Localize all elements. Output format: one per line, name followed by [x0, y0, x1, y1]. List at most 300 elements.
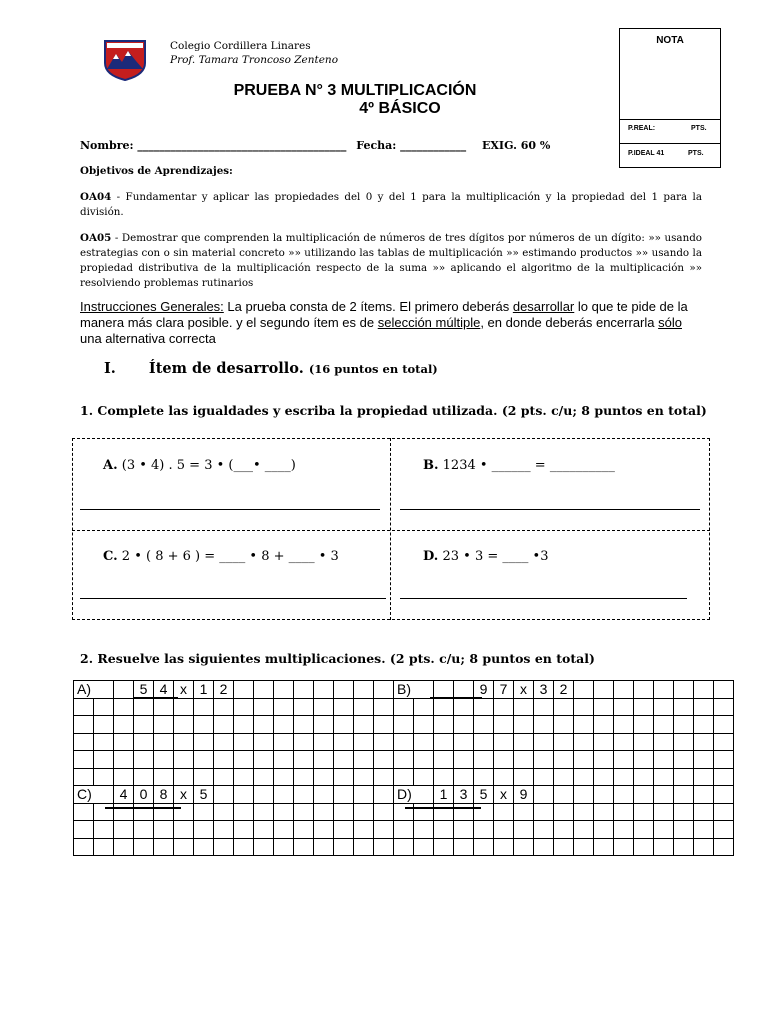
grid-cell[interactable]	[274, 786, 294, 804]
grid-cell[interactable]	[414, 716, 434, 734]
grid-cell[interactable]	[114, 698, 134, 716]
grid-cell[interactable]	[134, 768, 154, 786]
item-d-answer-line[interactable]	[400, 598, 687, 599]
grid-cell[interactable]	[314, 768, 334, 786]
grid-cell[interactable]	[174, 821, 194, 839]
grid-cell[interactable]	[74, 733, 94, 751]
grid-cell[interactable]	[514, 698, 534, 716]
grid-cell[interactable]	[534, 803, 554, 821]
grid-cell[interactable]	[514, 821, 534, 839]
grid-cell[interactable]	[574, 768, 594, 786]
grid-cell[interactable]	[134, 716, 154, 734]
grid-cell[interactable]	[274, 838, 294, 856]
grid-cell[interactable]	[94, 821, 114, 839]
grid-cell[interactable]	[334, 733, 354, 751]
grid-cell[interactable]	[374, 733, 394, 751]
grid-cell[interactable]	[554, 803, 574, 821]
grid-cell[interactable]	[174, 803, 194, 821]
grid-cell[interactable]	[154, 821, 174, 839]
grid-cell[interactable]	[454, 681, 474, 699]
grid-cell[interactable]	[534, 786, 554, 804]
grid-cell[interactable]	[374, 768, 394, 786]
grid-cell[interactable]	[694, 768, 714, 786]
item-a-answer-line[interactable]	[80, 509, 380, 510]
grid-cell[interactable]	[234, 821, 254, 839]
grid-cell[interactable]	[234, 751, 254, 769]
grid-cell[interactable]	[554, 716, 574, 734]
grid-cell[interactable]	[414, 751, 434, 769]
grid-cell[interactable]	[594, 751, 614, 769]
item-c-answer-line[interactable]	[80, 598, 386, 599]
grid-cell[interactable]	[154, 803, 174, 821]
grid-cell[interactable]	[694, 751, 714, 769]
grid-cell[interactable]	[334, 716, 354, 734]
grid-cell[interactable]	[294, 681, 314, 699]
grid-cell[interactable]	[474, 768, 494, 786]
grid-cell[interactable]	[354, 768, 374, 786]
grid-cell[interactable]	[594, 681, 614, 699]
grid-cell[interactable]	[194, 733, 214, 751]
grid-cell[interactable]	[654, 698, 674, 716]
grid-cell[interactable]	[334, 751, 354, 769]
grid-cell[interactable]	[534, 838, 554, 856]
grid-cell[interactable]	[274, 768, 294, 786]
grid-cell[interactable]	[494, 768, 514, 786]
grid-cell[interactable]	[414, 803, 434, 821]
grid-cell[interactable]	[374, 821, 394, 839]
grid-cell[interactable]	[314, 681, 334, 699]
grid-cell[interactable]	[674, 698, 694, 716]
grid-cell[interactable]	[254, 733, 274, 751]
grid-cell[interactable]	[694, 838, 714, 856]
grid-cell[interactable]	[374, 751, 394, 769]
grid-cell[interactable]	[654, 768, 674, 786]
grid-cell[interactable]	[514, 838, 534, 856]
grid-cell[interactable]	[334, 681, 354, 699]
grid-cell[interactable]	[594, 786, 614, 804]
grid-cell[interactable]	[274, 681, 294, 699]
grid-cell[interactable]	[374, 698, 394, 716]
grid-cell[interactable]	[234, 768, 254, 786]
grid-cell[interactable]	[554, 838, 574, 856]
grid-cell[interactable]	[334, 786, 354, 804]
grid-cell[interactable]	[614, 751, 634, 769]
grid-cell[interactable]	[274, 733, 294, 751]
grid-cell[interactable]	[154, 698, 174, 716]
grid-cell[interactable]	[294, 838, 314, 856]
grid-cell[interactable]	[114, 733, 134, 751]
grid-cell[interactable]	[594, 838, 614, 856]
grid-cell[interactable]	[314, 716, 334, 734]
grid-cell[interactable]	[574, 821, 594, 839]
grid-cell[interactable]	[614, 786, 634, 804]
grid-cell[interactable]	[714, 698, 734, 716]
grid-cell[interactable]	[334, 768, 354, 786]
grid-cell[interactable]	[634, 751, 654, 769]
grid-cell[interactable]	[74, 716, 94, 734]
grid-cell[interactable]	[494, 716, 514, 734]
grid-cell[interactable]	[554, 786, 574, 804]
grid-cell[interactable]	[594, 716, 614, 734]
grid-cell[interactable]	[194, 803, 214, 821]
grid-cell[interactable]	[194, 838, 214, 856]
grid-cell[interactable]	[174, 716, 194, 734]
grid-cell[interactable]	[114, 716, 134, 734]
grid-cell[interactable]	[434, 733, 454, 751]
grid-cell[interactable]	[334, 821, 354, 839]
grid-cell[interactable]	[434, 751, 454, 769]
grid-cell[interactable]	[254, 803, 274, 821]
grid-cell[interactable]	[154, 768, 174, 786]
grid-cell[interactable]	[454, 838, 474, 856]
grid-cell[interactable]	[494, 751, 514, 769]
grid-cell[interactable]	[554, 698, 574, 716]
grid-cell[interactable]	[354, 803, 374, 821]
grid-cell[interactable]	[274, 698, 294, 716]
grid-cell[interactable]	[634, 698, 654, 716]
grid-cell[interactable]	[454, 803, 474, 821]
grid-cell[interactable]	[594, 698, 614, 716]
grid-cell[interactable]	[154, 751, 174, 769]
grid-cell[interactable]	[294, 716, 314, 734]
grid-cell[interactable]	[714, 733, 734, 751]
grid-cell[interactable]	[234, 838, 254, 856]
grid-cell[interactable]	[174, 838, 194, 856]
grid-cell[interactable]	[394, 838, 414, 856]
grid-cell[interactable]	[554, 751, 574, 769]
grid-cell[interactable]	[534, 698, 554, 716]
grid-cell[interactable]	[574, 751, 594, 769]
grid-cell[interactable]	[454, 751, 474, 769]
item-b-answer-line[interactable]	[400, 509, 700, 510]
grid-cell[interactable]	[674, 751, 694, 769]
grid-cell[interactable]	[254, 768, 274, 786]
grid-cell[interactable]	[374, 681, 394, 699]
grid-cell[interactable]	[234, 803, 254, 821]
grid-cell[interactable]	[674, 768, 694, 786]
grid-cell[interactable]	[714, 838, 734, 856]
grid-cell[interactable]	[414, 698, 434, 716]
grid-cell[interactable]	[614, 821, 634, 839]
date-field[interactable]: Fecha: ____________	[356, 139, 467, 152]
grid-cell[interactable]	[234, 681, 254, 699]
grid-cell[interactable]	[194, 698, 214, 716]
grid-cell[interactable]	[294, 786, 314, 804]
grid-cell[interactable]	[514, 768, 534, 786]
grid-cell[interactable]	[354, 786, 374, 804]
grid-cell[interactable]	[694, 681, 714, 699]
grid-cell[interactable]	[574, 733, 594, 751]
grid-cell[interactable]	[314, 733, 334, 751]
grid-cell[interactable]	[134, 698, 154, 716]
grid-cell[interactable]	[474, 733, 494, 751]
grid-cell[interactable]	[534, 821, 554, 839]
grid-cell[interactable]	[74, 803, 94, 821]
grid-cell[interactable]	[254, 681, 274, 699]
grid-cell[interactable]	[434, 838, 454, 856]
grid-cell[interactable]	[474, 838, 494, 856]
grid-cell[interactable]	[674, 803, 694, 821]
grid-cell[interactable]	[574, 803, 594, 821]
grid-cell[interactable]	[674, 838, 694, 856]
grid-cell[interactable]	[674, 681, 694, 699]
grid-cell[interactable]	[274, 716, 294, 734]
grid-cell[interactable]	[714, 681, 734, 699]
grid-cell[interactable]	[714, 821, 734, 839]
grid-cell[interactable]	[134, 751, 154, 769]
grid-cell[interactable]	[274, 803, 294, 821]
grid-cell[interactable]	[634, 838, 654, 856]
grid-cell[interactable]	[334, 803, 354, 821]
grid-cell[interactable]	[234, 733, 254, 751]
grid-cell[interactable]	[254, 838, 274, 856]
grid-cell[interactable]	[614, 733, 634, 751]
grid-cell[interactable]	[394, 698, 414, 716]
grid-cell[interactable]	[354, 716, 374, 734]
grid-cell[interactable]	[194, 751, 214, 769]
grid-cell[interactable]	[434, 681, 454, 699]
grid-cell[interactable]	[254, 716, 274, 734]
grid-cell[interactable]	[614, 838, 634, 856]
grid-cell[interactable]	[694, 821, 714, 839]
grid-cell[interactable]	[594, 821, 614, 839]
grid-cell[interactable]	[74, 751, 94, 769]
grid-cell[interactable]	[714, 786, 734, 804]
grid-cell[interactable]	[694, 733, 714, 751]
grid-cell[interactable]	[214, 733, 234, 751]
grid-cell[interactable]	[714, 716, 734, 734]
grid-cell[interactable]	[594, 803, 614, 821]
grid-cell[interactable]	[574, 716, 594, 734]
grid-cell[interactable]	[674, 821, 694, 839]
grid-cell[interactable]	[214, 751, 234, 769]
grid-cell[interactable]	[434, 716, 454, 734]
grid-cell[interactable]	[534, 768, 554, 786]
grid-cell[interactable]	[294, 821, 314, 839]
grid-cell[interactable]	[94, 803, 114, 821]
grid-cell[interactable]	[94, 751, 114, 769]
grid-cell[interactable]	[554, 821, 574, 839]
grid-cell[interactable]	[634, 786, 654, 804]
grid-cell[interactable]	[654, 803, 674, 821]
grid-cell[interactable]	[434, 698, 454, 716]
grid-cell[interactable]	[254, 751, 274, 769]
grid-cell[interactable]	[434, 768, 454, 786]
grid-cell[interactable]	[614, 681, 634, 699]
grid-cell[interactable]	[454, 733, 474, 751]
grid-cell[interactable]	[534, 733, 554, 751]
grid-cell[interactable]	[654, 751, 674, 769]
grid-cell[interactable]	[274, 751, 294, 769]
grid-cell[interactable]	[394, 716, 414, 734]
grid-cell[interactable]	[134, 733, 154, 751]
grid-cell[interactable]	[314, 821, 334, 839]
grid-cell[interactable]	[294, 751, 314, 769]
grid-cell[interactable]	[494, 821, 514, 839]
grid-cell[interactable]	[214, 716, 234, 734]
grid-cell[interactable]	[374, 716, 394, 734]
grid-cell[interactable]	[314, 803, 334, 821]
grid-cell[interactable]	[514, 751, 534, 769]
grid-cell[interactable]	[614, 768, 634, 786]
grid-cell[interactable]	[574, 681, 594, 699]
grid-cell[interactable]	[114, 751, 134, 769]
grid-cell[interactable]	[654, 786, 674, 804]
grid-cell[interactable]	[94, 733, 114, 751]
grid-cell[interactable]	[114, 821, 134, 839]
grid-cell[interactable]	[474, 821, 494, 839]
grid-cell[interactable]	[394, 768, 414, 786]
grid-cell[interactable]	[594, 733, 614, 751]
grid-cell[interactable]	[74, 838, 94, 856]
grid-cell[interactable]	[514, 733, 534, 751]
grid-cell[interactable]	[294, 698, 314, 716]
grid-cell[interactable]	[674, 786, 694, 804]
grid-cell[interactable]	[474, 716, 494, 734]
grid-cell[interactable]	[394, 803, 414, 821]
grid-cell[interactable]	[454, 821, 474, 839]
grid-cell[interactable]	[474, 751, 494, 769]
grid-cell[interactable]	[574, 838, 594, 856]
grid-cell[interactable]	[394, 821, 414, 839]
grid-cell[interactable]	[114, 838, 134, 856]
grid-cell[interactable]	[254, 698, 274, 716]
grid-cell[interactable]	[694, 786, 714, 804]
grid-cell[interactable]	[274, 821, 294, 839]
grid-cell[interactable]	[514, 716, 534, 734]
grid-cell[interactable]	[94, 768, 114, 786]
grid-cell[interactable]	[174, 768, 194, 786]
grid-cell[interactable]	[174, 751, 194, 769]
grid-cell[interactable]	[234, 698, 254, 716]
grid-cell[interactable]	[314, 786, 334, 804]
grid-cell[interactable]	[214, 803, 234, 821]
grid-cell[interactable]	[74, 698, 94, 716]
grid-cell[interactable]	[94, 698, 114, 716]
grid-cell[interactable]	[714, 803, 734, 821]
grid-cell[interactable]	[714, 768, 734, 786]
grid-cell[interactable]	[634, 768, 654, 786]
grid-cell[interactable]	[534, 751, 554, 769]
grid-cell[interactable]	[294, 733, 314, 751]
grid-cell[interactable]	[214, 821, 234, 839]
grid-cell[interactable]	[214, 786, 234, 804]
grid-cell[interactable]	[694, 803, 714, 821]
grid-cell[interactable]	[214, 838, 234, 856]
grid-cell[interactable]	[354, 838, 374, 856]
grid-cell[interactable]	[694, 698, 714, 716]
grid-cell[interactable]	[414, 821, 434, 839]
grid-cell[interactable]	[234, 716, 254, 734]
grid-cell[interactable]	[594, 768, 614, 786]
grid-cell[interactable]	[634, 821, 654, 839]
grid-cell[interactable]	[694, 716, 714, 734]
grid-cell[interactable]	[374, 838, 394, 856]
grid-cell[interactable]	[454, 698, 474, 716]
grid-cell[interactable]	[194, 716, 214, 734]
grid-cell[interactable]	[134, 821, 154, 839]
grid-cell[interactable]	[354, 751, 374, 769]
grid-cell[interactable]	[434, 803, 454, 821]
grid-cell[interactable]	[634, 803, 654, 821]
grid-cell[interactable]	[414, 768, 434, 786]
grid-cell[interactable]	[574, 786, 594, 804]
grid-cell[interactable]	[634, 716, 654, 734]
grid-cell[interactable]	[194, 768, 214, 786]
grid-cell[interactable]	[414, 838, 434, 856]
grid-cell[interactable]	[514, 803, 534, 821]
grid-cell[interactable]	[634, 681, 654, 699]
grid-cell[interactable]	[314, 838, 334, 856]
grid-cell[interactable]	[334, 838, 354, 856]
grid-cell[interactable]	[374, 786, 394, 804]
grid-cell[interactable]	[314, 751, 334, 769]
grid-cell[interactable]	[74, 768, 94, 786]
grid-cell[interactable]	[674, 733, 694, 751]
grid-cell[interactable]	[654, 821, 674, 839]
grid-cell[interactable]	[354, 821, 374, 839]
name-field[interactable]: Nombre: ______________________________________	[80, 139, 347, 152]
grid-cell[interactable]	[294, 768, 314, 786]
grid-cell[interactable]	[634, 733, 654, 751]
grid-cell[interactable]	[654, 733, 674, 751]
grid-cell[interactable]	[354, 698, 374, 716]
grid-cell[interactable]	[174, 733, 194, 751]
grid-cell[interactable]	[114, 803, 134, 821]
grid-cell[interactable]	[454, 716, 474, 734]
grid-cell[interactable]	[134, 838, 154, 856]
grid-cell[interactable]	[134, 803, 154, 821]
grid-cell[interactable]	[334, 698, 354, 716]
grid-cell[interactable]	[494, 733, 514, 751]
grid-cell[interactable]	[394, 733, 414, 751]
grid-cell[interactable]	[434, 821, 454, 839]
grid-cell[interactable]	[194, 821, 214, 839]
grid-cell[interactable]	[614, 698, 634, 716]
grid-cell[interactable]	[454, 768, 474, 786]
grid-cell[interactable]	[174, 698, 194, 716]
grid-cell[interactable]	[354, 733, 374, 751]
grid-cell[interactable]	[154, 733, 174, 751]
grid-cell[interactable]	[474, 698, 494, 716]
grid-cell[interactable]	[254, 786, 274, 804]
grid-cell[interactable]	[254, 821, 274, 839]
grid-cell[interactable]	[654, 716, 674, 734]
grid-cell[interactable]	[374, 803, 394, 821]
grid-cell[interactable]	[214, 698, 234, 716]
grid-cell[interactable]	[394, 751, 414, 769]
grid-cell[interactable]	[94, 716, 114, 734]
grid-cell[interactable]	[654, 838, 674, 856]
grid-cell[interactable]	[74, 821, 94, 839]
grid-cell[interactable]	[114, 681, 134, 699]
grid-cell[interactable]	[494, 698, 514, 716]
grid-cell[interactable]	[94, 838, 114, 856]
grid-cell[interactable]	[654, 681, 674, 699]
grid-cell[interactable]	[614, 716, 634, 734]
grid-cell[interactable]	[114, 768, 134, 786]
grid-cell[interactable]	[234, 786, 254, 804]
grid-cell[interactable]	[414, 733, 434, 751]
grid-cell[interactable]	[214, 768, 234, 786]
grid-cell[interactable]	[574, 698, 594, 716]
grid-cell[interactable]	[614, 803, 634, 821]
grid-cell[interactable]	[154, 716, 174, 734]
grid-cell[interactable]	[494, 803, 514, 821]
grid-cell[interactable]	[554, 733, 574, 751]
grid-cell[interactable]	[674, 716, 694, 734]
grid-cell[interactable]	[554, 768, 574, 786]
